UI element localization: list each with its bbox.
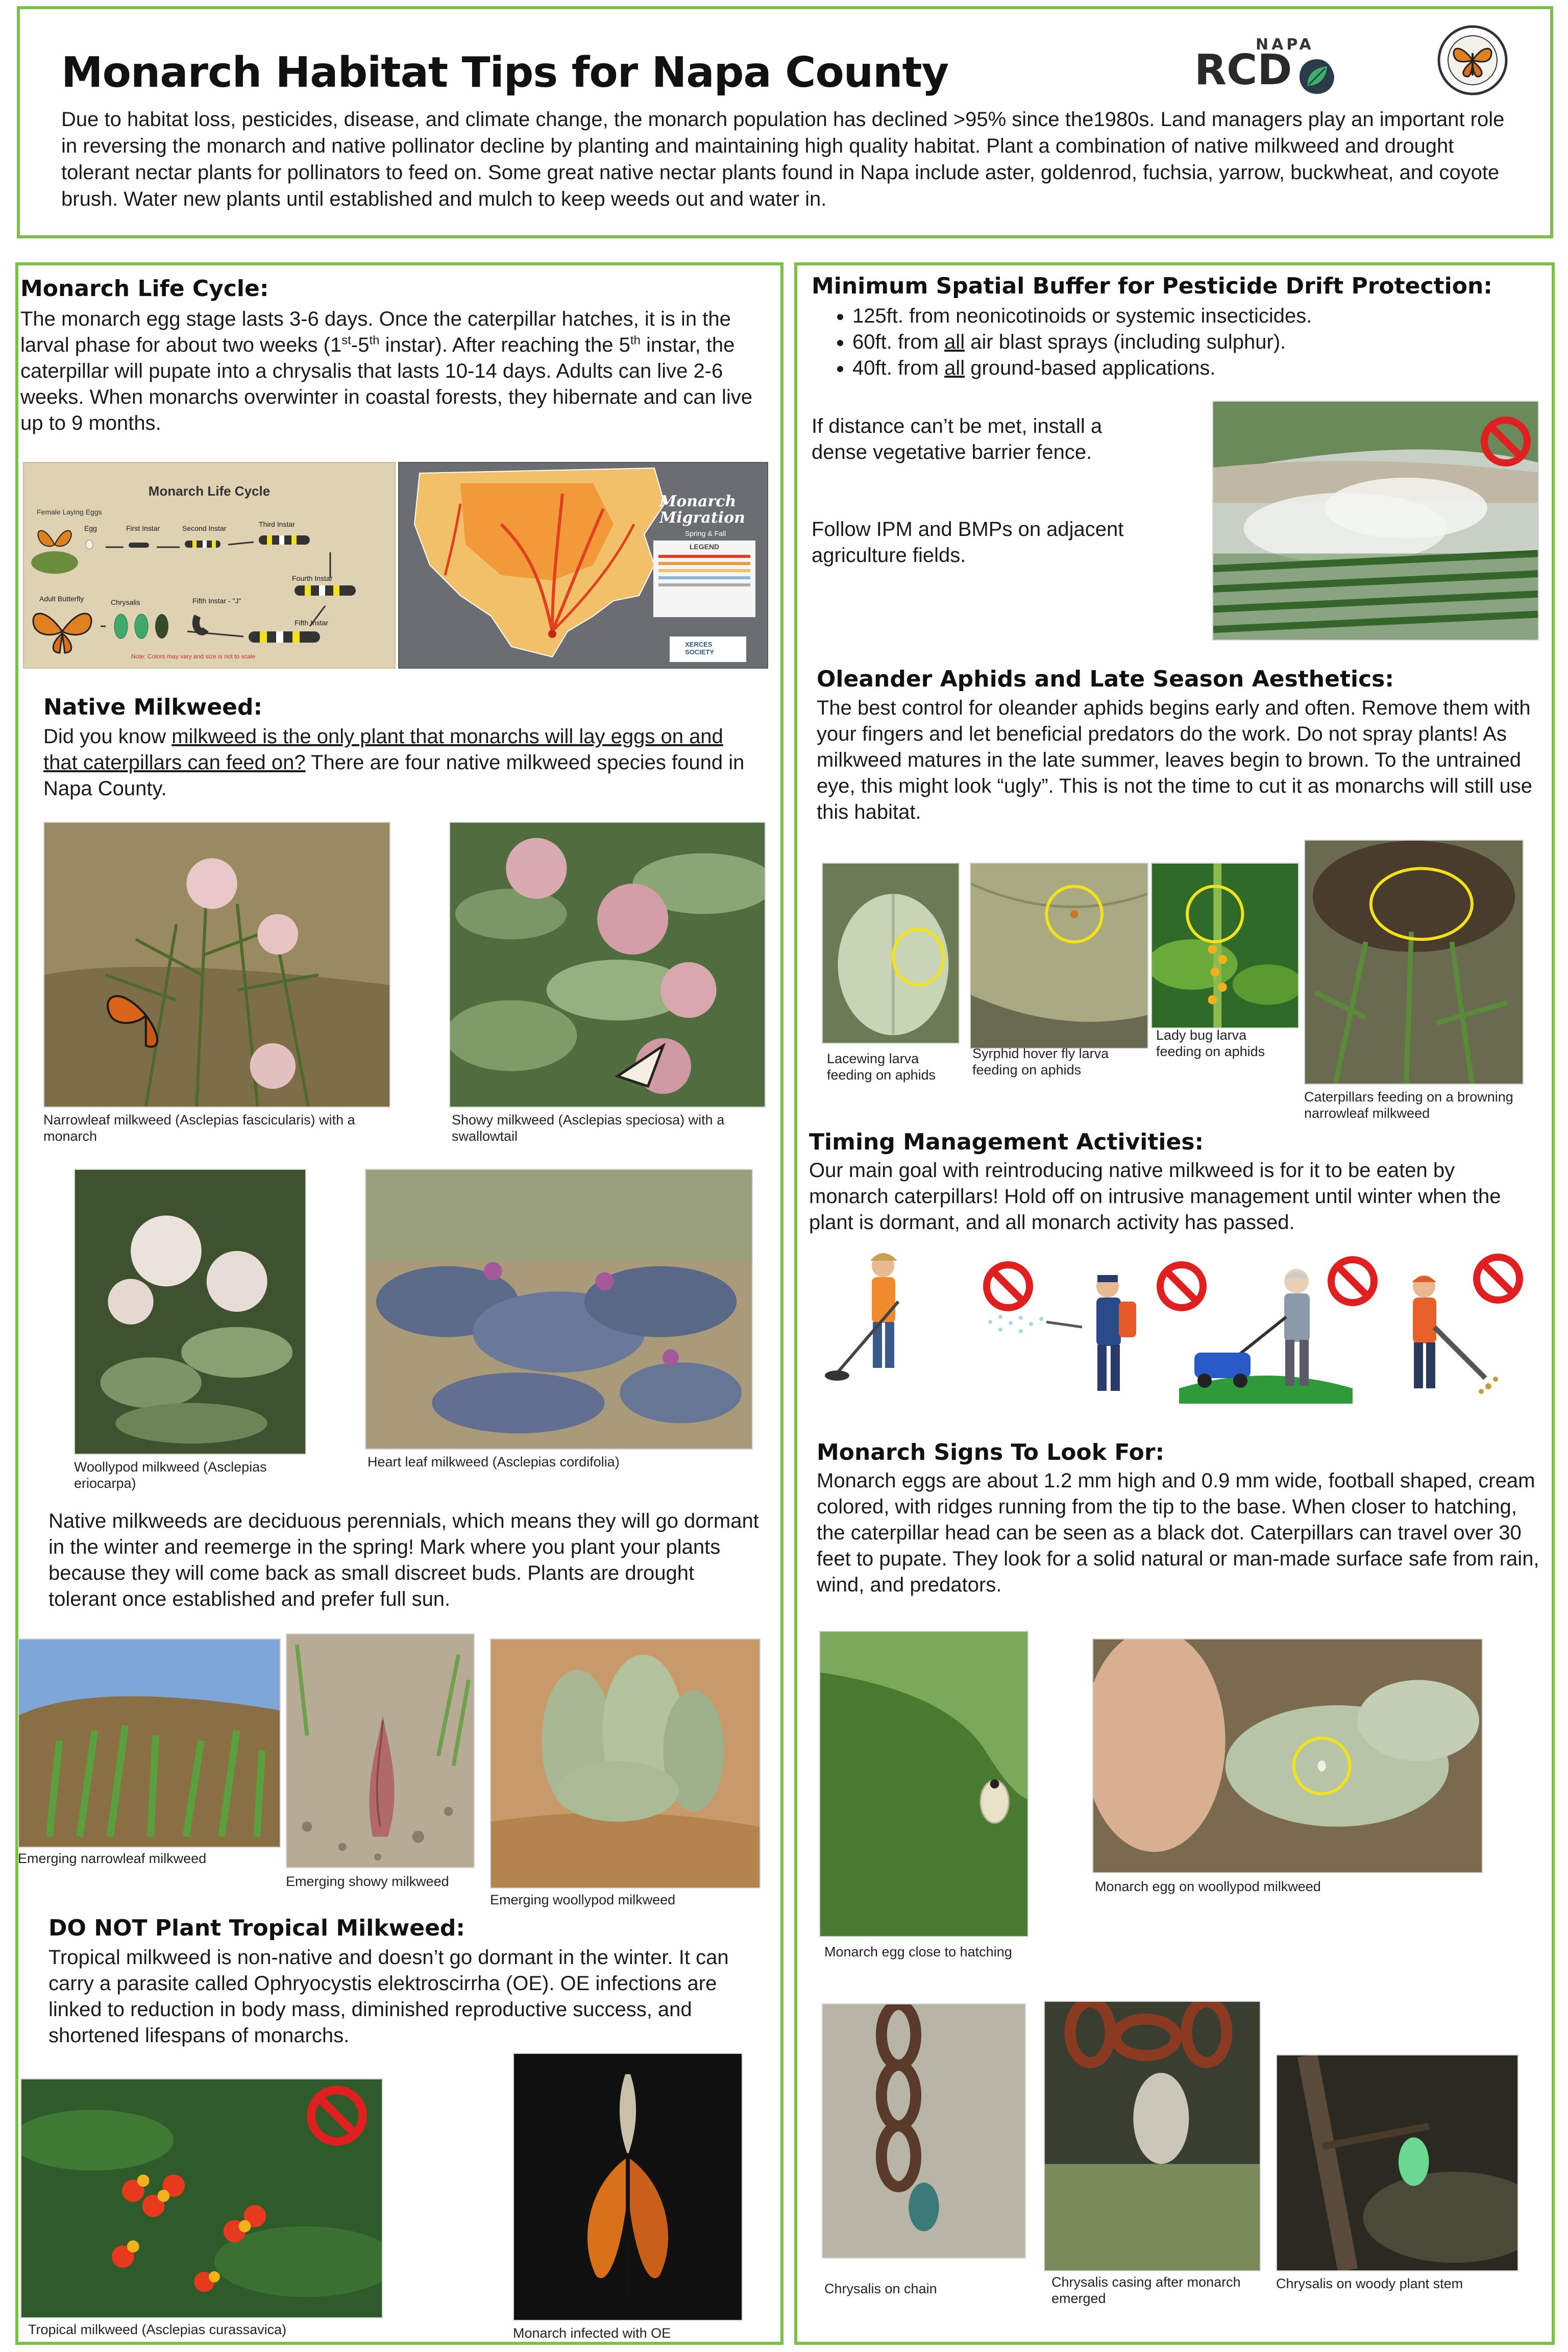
browning-milkweed-photo	[1304, 840, 1524, 1085]
egg-woollypod-photo	[1092, 1638, 1483, 1873]
lifecycle-illustration	[24, 463, 395, 668]
diagram-adult-label: Adult Butterfly	[39, 595, 84, 603]
milkweed-intro	[43, 724, 758, 802]
emerging-showy-photo	[286, 1633, 475, 1868]
egg-hatching-photo	[819, 1631, 1028, 1937]
sprayer-illustration	[970, 1266, 1164, 1399]
caption-heartleaf: Heart leaf milkweed (Asclepias cordifolia)	[368, 1454, 620, 1469]
sup-th-2: th	[630, 333, 641, 348]
tropical-text: Tropical milkweed is non-native and doesn’t go dormant in the winter. It can carry a parasite called Ophryocystis elektroscirrha (OE). OE infections are linked to reduction in body mass, diminished reproductive success, and shortened lifespans of monarchs.	[48, 1946, 729, 2047]
caption-emerging-woollypod: Emerging woollypod milkweed	[490, 1892, 676, 1907]
weed-trimmer-illustration	[822, 1245, 939, 1393]
diagram-first-label: First Instar	[126, 524, 160, 532]
showy-milkweed-photo	[449, 822, 766, 1108]
lifecycle-text-d: instar, the caterpillar will pupate into a chrysalis that lasts 10-14 days. Adults can live 2-6 weeks. When monarchs overwinter in coastal forests, they hibernate and can live up to 9 months.	[20, 334, 753, 434]
caption-caterpillars: Caterpillars feeding on a browning narrowleaf milkweed	[1304, 1089, 1513, 1121]
diagram-fifth-label: Fifth Instar	[295, 619, 329, 627]
buffer-item-2: • 60ft. from all air blast sprays (including sulphur).	[852, 329, 1526, 355]
buffer-list	[812, 303, 1526, 381]
heartleaf-milkweed-photo	[365, 1169, 753, 1450]
ladybug-photo	[1151, 863, 1299, 1028]
emerging-narrowleaf-photo	[18, 1638, 281, 1848]
chrysalis-casing-photo	[1044, 2001, 1261, 2271]
diagram-female-label: Female Laying Eggs	[37, 508, 102, 516]
woollypod-milkweed-photo	[74, 1169, 306, 1455]
lifecycle-text-c: instar). After reaching the 5	[379, 334, 630, 356]
chrysalis-stem-photo	[1276, 2054, 1518, 2271]
map-subtitle: Spring & Fall	[685, 529, 726, 537]
caption-tropical: Tropical milkweed (Asclepias curassavica)	[28, 2322, 287, 2337]
western-monarch-seal	[1437, 24, 1508, 96]
lawn-mower-illustration	[1179, 1261, 1353, 1404]
diagram-chrysalis-label: Chrysalis	[111, 598, 140, 606]
caption-narrowleaf: Narrowleaf milkweed (Asclepias fascicularis) with a monarch	[43, 1112, 355, 1144]
diagram-fifth-j-label: Fifth Instar - "J"	[192, 597, 241, 605]
intro-paragraph: Due to habitat loss, pesticides, disease, and climate change, the monarch population has declined >95% since the1980s. Land managers play an important role in reversing the monarch and native pollinator decline by planting and maintaining high quality habitat. Plant a combination of native milkweed and drought tolerant nectar plants for pollinators to feed on. Some great native nectar plants found in Napa include aster, goldenrod, fuchsia, yarrow, buckwheat, and coyote brush. Water new plants until established and mulch to keep weeds out and water in.	[61, 108, 1505, 210]
diagram-third-label: Third Instar	[259, 520, 295, 528]
map-legend	[653, 541, 755, 617]
caption-casing: Chrysalis casing after monarch emerged	[1051, 2274, 1241, 2306]
map-legend-title: LEGEND	[689, 543, 720, 551]
caption-showy: Showy milkweed (Asclepias speciosa) with a swallowtail	[452, 1112, 725, 1144]
leaf-logo-icon	[1296, 56, 1337, 97]
page-title: Monarch Habitat Tips for Napa County	[61, 48, 949, 97]
emerging-woollypod-photo	[490, 1638, 761, 1889]
logo-rcd-text: RCD	[1194, 46, 1292, 94]
buffer-item-3: • 40ft. from all ground-based applications.	[852, 355, 1526, 381]
oleander-heading: Oleander Aphids and Late Season Aesthetics:	[817, 666, 1394, 692]
caption-lacewing: Lacewing larva feeding on aphids	[827, 1051, 936, 1083]
sup-st: st	[341, 333, 351, 348]
map-title: Monarch Migration	[659, 493, 745, 527]
migration-map	[398, 462, 768, 669]
tropical-heading: DO NOT Plant Tropical Milkweed:	[48, 1915, 465, 1941]
deciduous-paragraph: Native milkweeds are deciduous perennials, which means they will go dormant in the winter and reemerge in the spring! Mark where you plant your plants because they will come back as small discreet buds. Plants are drought tolerant once established and prefer full sun.	[48, 1510, 759, 1610]
chrysalis-chain-photo	[822, 2003, 1026, 2259]
diagram-second-label: Second Instar	[182, 524, 227, 532]
lifecycle-text-a: The monarch egg stage lasts 3-6 days. Once the caterpillar hatches, it is in the larval phase for about two weeks (1	[20, 308, 731, 356]
oe-monarch-photo	[513, 2053, 743, 2321]
lifecycle-text	[20, 306, 755, 436]
caption-emerging-narrowleaf: Emerging narrowleaf milkweed	[18, 1851, 207, 1866]
caption-ladybug: Lady bug larva feeding on aphids	[1156, 1027, 1265, 1059]
xerces-text: XERCES SOCIETY	[685, 641, 715, 656]
signs-heading: Monarch Signs To Look For:	[817, 1439, 1165, 1465]
diagram-egg-label: Egg	[84, 524, 97, 532]
buffer-heading: Minimum Spatial Buffer for Pesticide Drift Protection:	[812, 273, 1492, 299]
syrphid-photo	[970, 863, 1148, 1049]
caption-woollypod: Woollypod milkweed (Asclepias eriocarpa)	[74, 1459, 267, 1491]
logo-napa-text: NAPA	[1256, 36, 1314, 54]
diagram-note: Note: Colors may vary and size is not to scale	[131, 653, 256, 660]
lifecycle-heading: Monarch Life Cycle:	[20, 276, 269, 302]
timing-heading: Timing Management Activities:	[809, 1129, 1204, 1155]
buffer-item-1: • 125ft. from neonicotinoids or systemic insecticides.	[852, 303, 1526, 329]
caption-stem: Chrysalis on woody plant stem	[1276, 2276, 1463, 2291]
buffer-para-2: Follow IPM and BMPs on adjacent agriculture fields.	[812, 518, 1124, 567]
caption-chain: Chrysalis on chain	[824, 2281, 937, 2296]
caption-syrphid: Syrphid hover fly larva feeding on aphids	[972, 1046, 1109, 1077]
oleander-text: The best control for oleander aphids begins early and often. Remove them with your fingers and let beneficial predators do the work. Do not spray plants! As milkweed matures in the late summer, leaves begin to brown. To the untrained eye, this might look “ugly”. This is not the time to cut it as monarchs will still use this habitat.	[817, 697, 1533, 823]
milkweed-heading: Native Milkweed:	[43, 694, 263, 720]
caption-oe: Monarch infected with OE	[513, 2325, 671, 2341]
sup-th: th	[369, 333, 380, 348]
lifecycle-diagram	[23, 462, 396, 669]
lacewing-photo	[822, 863, 960, 1044]
xerces-logo	[670, 636, 746, 662]
lifecycle-text-b: -5	[351, 334, 370, 356]
caption-egg-hatching: Monarch egg close to hatching	[824, 1944, 1012, 1959]
signs-text: Monarch eggs are about 1.2 mm high and 0.9 mm wide, football shaped, cream colored, with ridges running from the tip to the base. When closer to hatching, the caterpillar head can be seen as a black dot. Caterpillars can travel over 30 feet to pupate. They look for a solid natural or man-made surface safe from rain, wind, and predators.	[817, 1469, 1539, 1596]
caption-emerging-showy: Emerging showy milkweed	[286, 1874, 449, 1889]
no-symbol-icon	[1480, 416, 1531, 467]
milkweed-intro-post: There are four native milkweed species found in Napa County.	[43, 751, 745, 800]
no-symbol-icon	[1473, 1253, 1524, 1304]
no-symbol-icon	[306, 2085, 368, 2146]
caption-egg-woollypod: Monarch egg on woollypod milkweed	[1095, 1879, 1321, 1894]
narrowleaf-milkweed-photo	[43, 822, 390, 1108]
napa-rcd-logo	[1194, 31, 1348, 92]
timing-text: Our main goal with reintroducing native milkweed is for it to be eaten by monarch caterpillars! Hold off on intrusive management until winter when the plant is dormant, and all monarch activity has passed.	[809, 1159, 1501, 1234]
milkweed-intro-underlined: milkweed is the only plant that monarchs will lay eggs on and that caterpillars can feed on?	[43, 725, 723, 774]
monarch-seal-icon	[1437, 24, 1508, 96]
buffer-para-1: If distance can’t be met, install a dense vegetative barrier fence.	[812, 415, 1102, 463]
milkweed-intro-pre: Did you know	[43, 725, 172, 748]
diagram-fourth-label: Fourth Instar	[292, 574, 333, 582]
diagram-title: Monarch Life Cycle	[148, 483, 271, 499]
